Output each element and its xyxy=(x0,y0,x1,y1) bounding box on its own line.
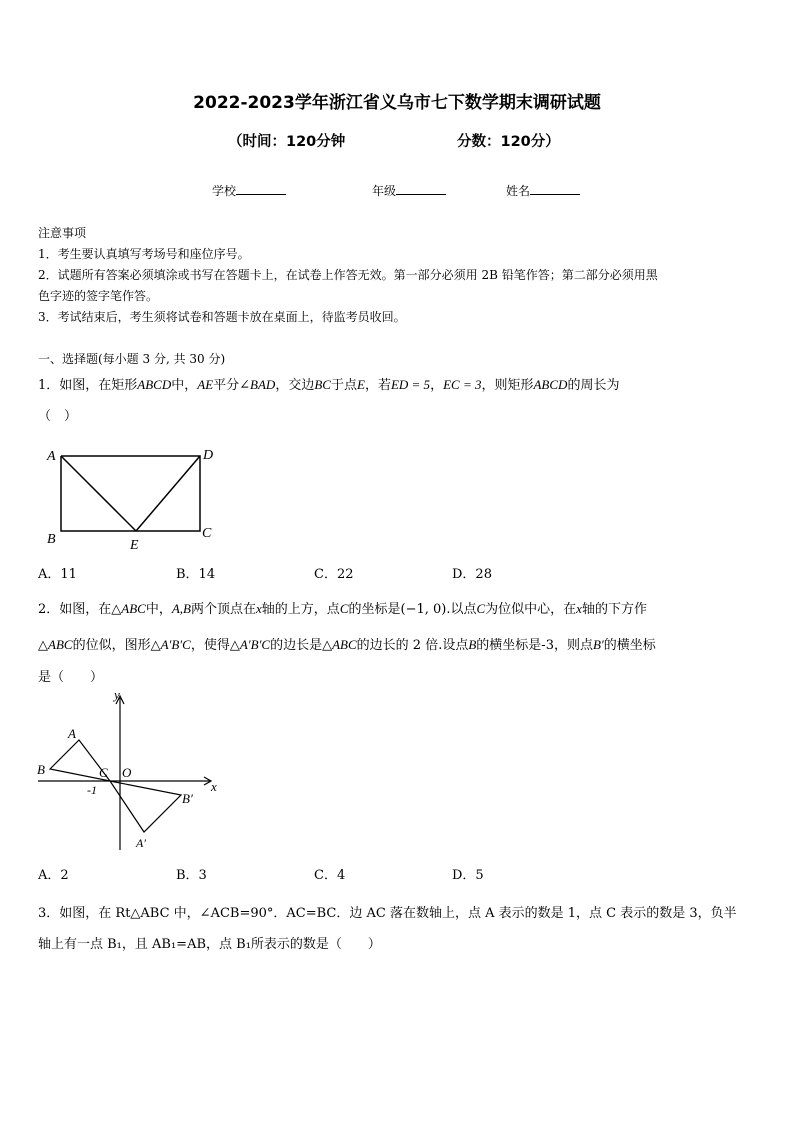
q1-mid3: ，交边 xyxy=(275,378,315,393)
total-score: 分数：120分） xyxy=(457,134,560,150)
q1-ec: EC = 3 xyxy=(443,377,482,392)
q1-rect: ABCD xyxy=(137,377,172,392)
q1-line-ae xyxy=(61,456,136,531)
q2-l2b: ，使得 xyxy=(190,638,230,653)
q2-label-c: C xyxy=(99,765,108,780)
q2-b1: B xyxy=(468,637,477,652)
name-label: 姓名 xyxy=(506,184,531,198)
q1-text xyxy=(38,374,619,393)
q2-line-1 xyxy=(38,598,647,617)
q1-mid4: 于点 xyxy=(330,378,357,393)
note-2b: 色字迹的签字笔作答。 xyxy=(38,289,159,303)
q1-paren: （ ） xyxy=(38,409,78,424)
q3-line-2: 轴上有一点 B₁，且 AB₁=AB，点 B₁所表示的数是（ ） xyxy=(38,937,381,952)
q1-label-d: D xyxy=(203,448,214,463)
q2-x1: x xyxy=(256,601,262,616)
grade-field xyxy=(372,182,446,199)
note-1: 1．考生要认真填写考场号和座位序号。 xyxy=(38,247,250,261)
name-blank xyxy=(530,183,580,195)
q1-bc: BC xyxy=(314,377,331,392)
q2-l2f: 的横坐标 xyxy=(603,638,656,653)
q2-label-ap: A′ xyxy=(136,836,146,850)
q1-mid6: ， xyxy=(430,378,444,393)
q1-mid2: 平分 xyxy=(213,378,240,393)
q2-l2d: 的边长的 2 倍.设点 xyxy=(356,638,469,653)
q1-angle: ∠BAD xyxy=(239,377,276,392)
q1-label-c: C xyxy=(202,526,212,541)
school-field xyxy=(212,182,286,199)
notes-heading: 注意事项 xyxy=(38,226,87,240)
q2-ab: A,B xyxy=(171,601,191,616)
q2-l1c: 两个顶点在 xyxy=(191,602,257,617)
q1-ae: AE xyxy=(197,377,214,392)
q2-label-bp: B′ xyxy=(182,791,193,806)
q2-l1e: 的坐标是 xyxy=(348,602,401,617)
q1-option-d: D．28 xyxy=(452,567,492,582)
q2-tri2: △ABC xyxy=(38,637,73,652)
q2-label-o: O xyxy=(122,765,132,780)
q2-line-2 xyxy=(38,634,656,653)
q2-option-a: A．2 xyxy=(38,868,69,883)
q1-post: 的周长为 xyxy=(567,378,620,393)
q1-option-a: A．11 xyxy=(38,567,77,582)
q2-tri: △ABC xyxy=(111,601,146,616)
school-blank xyxy=(236,183,286,195)
page-title: 2022-2023学年浙江省义乌市七下数学期末调研试题 xyxy=(193,93,601,113)
q1-option-b: B．14 xyxy=(176,567,216,582)
q2-label-a: A xyxy=(68,726,76,741)
q2-option-b: B．3 xyxy=(176,868,207,883)
q2-l1b: 中， xyxy=(145,602,172,617)
q2-coord: (−1, 0) xyxy=(400,602,447,617)
q2-tri3: △A′B′C xyxy=(150,637,191,652)
q1-label-b: B xyxy=(47,532,56,547)
q2-line-3: 是（ ） xyxy=(38,670,104,685)
note-2a: 2．试题所有答案必须填涂或书写在答题卡上，在试卷上作答无效。第一部分必须用 2B 铅笔作答；第二部分必须用黑 xyxy=(38,268,658,282)
q2-l2e: 的横坐标是-3，则点 xyxy=(476,638,593,653)
q2-coordinate-figure xyxy=(34,690,224,855)
q1-mid1: 中， xyxy=(171,378,198,393)
q2-l2a: 的位似，图形 xyxy=(72,638,151,653)
school-label: 学校 xyxy=(212,184,237,198)
q2-option-c: C．4 xyxy=(314,868,346,883)
q1-mid5: ，若 xyxy=(364,378,391,393)
q2-b2: B′ xyxy=(592,637,604,652)
q1-label-e: E xyxy=(130,538,139,553)
q2-c1: C xyxy=(339,601,349,616)
q2-label-neg1: -1 xyxy=(87,783,97,797)
q2-label-x: x xyxy=(211,779,217,794)
grade-blank xyxy=(396,183,446,195)
q2-tri4: △A′B′C xyxy=(229,637,271,652)
q2-c2: C xyxy=(476,601,486,616)
q1-rect2: ABCD xyxy=(533,377,568,392)
q2-x2: x xyxy=(576,601,582,616)
q1-rect-shape xyxy=(61,456,200,531)
q3-line-1: 3．如图，在 Rt△ABC 中，∠ACB=90°．AC=BC．边 AC 落在数轴上，点 A 表示的数是 1，点 C 表示的数是 3，负半 xyxy=(38,906,737,921)
q1-label-a: A xyxy=(47,449,56,464)
q1-e: E xyxy=(356,377,365,392)
q2-l1h: 轴的下方作 xyxy=(581,602,647,617)
q2-l1a: 2．如图，在 xyxy=(38,602,112,617)
q2-l1f: .以点 xyxy=(446,602,477,617)
q2-option-d: D．5 xyxy=(452,868,484,883)
q2-l2c: 的边长是 xyxy=(270,638,323,653)
q2-triangle-apbpc xyxy=(110,781,181,832)
q2-label-b: B xyxy=(37,762,45,777)
q1-rectangle-figure xyxy=(40,440,230,555)
q2-label-y: y xyxy=(114,690,120,702)
q1-mid7: ，则矩形 xyxy=(481,378,534,393)
name-field xyxy=(506,182,580,199)
q1-option-c: C．22 xyxy=(314,567,354,582)
section-heading: 一、选择题(每小题 3 分, 共 30 分) xyxy=(38,352,226,366)
q2-l1g: 为位似中心，在 xyxy=(485,602,577,617)
q1-line-ed xyxy=(136,456,200,531)
q2-l1d: 轴的上方，点 xyxy=(261,602,340,617)
q1-pre: 1．如图，在矩形 xyxy=(38,378,138,393)
time-limit: （时间：120分钟 xyxy=(228,134,346,150)
q1-ed: ED = 5 xyxy=(390,377,431,392)
grade-label: 年级 xyxy=(372,184,397,198)
note-3: 3．考试结束后，考生须将试卷和答题卡放在桌面上，待监考员收回。 xyxy=(38,310,406,324)
q2-tri5: △ABC xyxy=(322,637,357,652)
